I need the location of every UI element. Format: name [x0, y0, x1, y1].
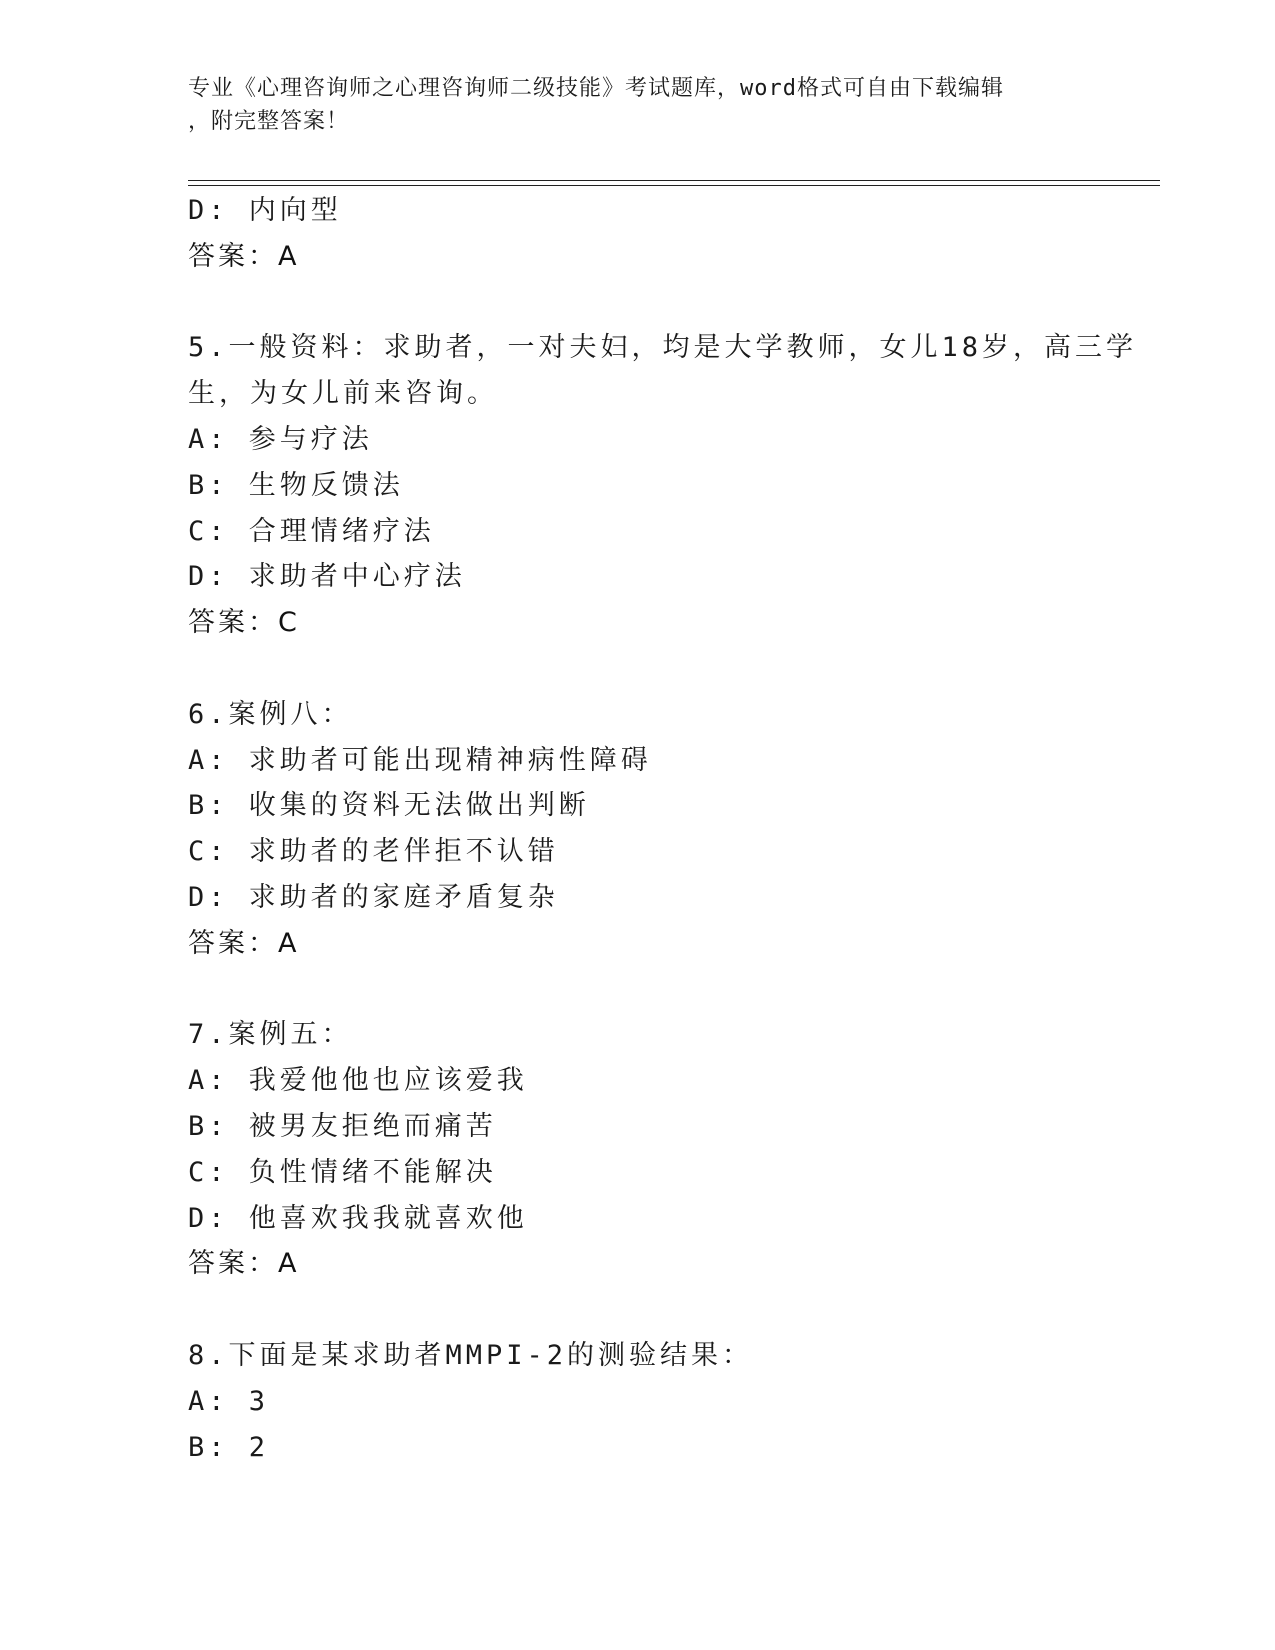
spacer: [188, 967, 1148, 1013]
question-5-stem-cont: 生，为女儿前来咨询。: [188, 378, 498, 410]
header-rule-top: [188, 180, 1160, 181]
question-6-option-d: D: 求助者的家庭矛盾复杂: [188, 881, 559, 913]
spacer: [188, 646, 1148, 692]
answer-line: 答案：A: [188, 240, 300, 272]
question-7-answer: 答案：A: [188, 1248, 300, 1280]
question-5-option-c: C: 合理情绪疗法: [188, 515, 435, 547]
question-5-option-a: A: 参与疗法: [188, 423, 373, 455]
question-6-stem: 6.案例八：: [188, 698, 353, 730]
header-rule-bottom: [188, 185, 1160, 186]
header-line-1: 专业《心理咨询师之心理咨询师二级技能》考试题库，word格式可自由下载编辑: [188, 76, 1004, 101]
question-7-stem: 7.案例五：: [188, 1019, 353, 1051]
question-8-stem: 8.下面是某求助者MMPI-2的测验结果：: [188, 1339, 754, 1371]
question-5-stem: 5.一般资料：求助者，一对夫妇，均是大学教师，女儿18岁，高三学: [188, 332, 1138, 364]
question-7-option-c: C: 负性情绪不能解决: [188, 1156, 497, 1188]
question-content: [188, 188, 1148, 1470]
question-7-option-a: A: 我爱他他也应该爱我: [188, 1065, 528, 1097]
question-8-option-b: B: 2: [188, 1431, 270, 1463]
question-6-option-c: C: 求助者的老伴拒不认错: [188, 836, 559, 868]
question-5-answer: 答案：C: [188, 607, 300, 639]
header-line-2: ，附完整答案！: [188, 109, 350, 134]
question-8-option-a: A: 3: [188, 1385, 270, 1417]
question-5-option-b: B: 生物反馈法: [188, 469, 404, 501]
question-5-option-d: D: 求助者中心疗法: [188, 561, 466, 593]
question-6-option-b: B: 收集的资料无法做出判断: [188, 790, 590, 822]
document-header: [188, 72, 1088, 138]
question-7-option-b: B: 被男友拒绝而痛苦: [188, 1110, 497, 1142]
spacer: [188, 1287, 1148, 1333]
question-6-answer: 答案：A: [188, 927, 300, 959]
spacer: [188, 280, 1148, 326]
question-6-option-a: A: 求助者可能出现精神病性障碍: [188, 744, 652, 776]
option-d: D: 内向型: [188, 195, 342, 226]
question-7-option-d: D: 他喜欢我我就喜欢他: [188, 1202, 528, 1234]
